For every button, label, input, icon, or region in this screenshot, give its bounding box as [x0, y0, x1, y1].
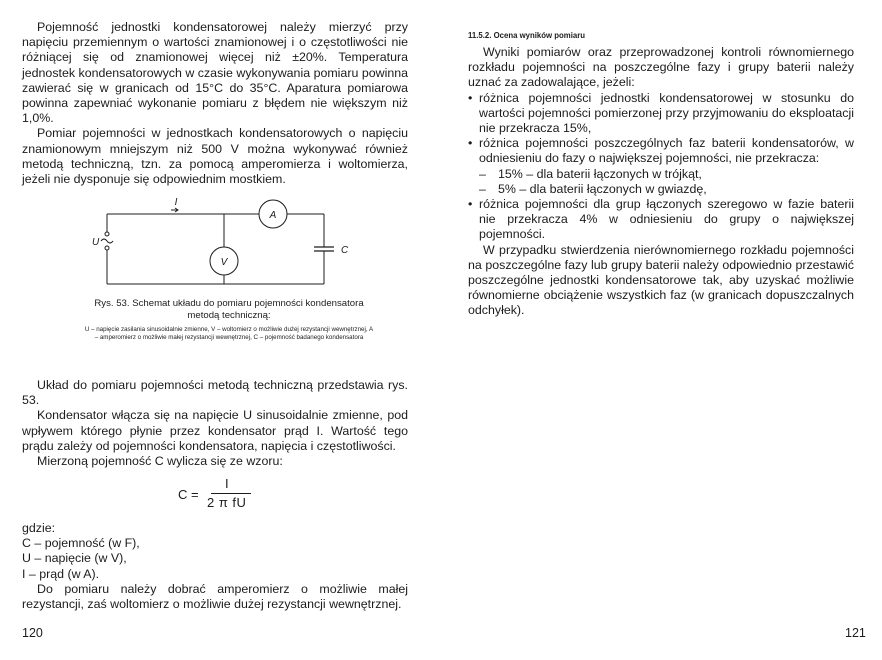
circuit-diagram [84, 194, 374, 294]
formula-denominator: 2 π fU [207, 495, 247, 510]
paragraph: W przypadku stwierdzenia nierównomiernego rozkładu pojemności na poszczególne fazy lub grupy baterii należy odpowiednio przestawić poszczególne jednostki kondensatorowe tak, aby uzyskać możliwie równomierne obciążenie wszystkich faz (w granicach dopuszczalnych odchyłek). [468, 242, 854, 318]
formula-lhs: C = [178, 487, 199, 502]
paragraph: Wyniki pomiarów oraz przeprowadzonej kontroli równomiernego rozkładu pojemności na poszczególne fazy i grupy baterii należy uznać za zadowalające, jeżeli: [468, 45, 854, 90]
list-item-text: różnica pojemności jednostki kondensatorowej w stosunku do wartości pojemności pomierzonej przy przyjmowaniu do eksploatacji nie przekracza 15%, [479, 90, 854, 136]
left-intro-text [22, 20, 408, 187]
dash-marker: – [479, 181, 486, 196]
dash-marker: – [479, 166, 486, 181]
bullet-marker: • [468, 90, 473, 105]
fraction-bar [211, 493, 251, 494]
definition-item: U – napięcie (w V), [22, 551, 127, 566]
paragraph: Pomiar pojemności w jednostkach kondensatorowych o napięciu znamionowym mniejszym niż 500 V można wykonywać również metodą techniczną, tzn. za pomocą amperomierza i woltomierza, jeżeli nie dysponuje się odpowiednim mostkiem. [22, 126, 408, 187]
caption-description: U – napięcie zasilania sinusoidalnie zmienne, V – woltomierz o możliwie dużej rezystancji wewnętrznej, A – amperomierz o możliwie małej rezystancji wewnętrznej, C – pojemność badanego kondensatora [84, 326, 374, 342]
list-item [468, 197, 854, 243]
paragraph: Mierzoną pojemność C wylicza się ze wzoru: [37, 454, 283, 469]
sub-list-item [468, 167, 854, 182]
left-body-text [22, 378, 408, 469]
paragraph: Pojemność jednostki kondensatorowej należy mierzyć przy napięciu przemiennym o wartości znamionowej i o częstotliwości nie różniącej się od znamionowej więcej niż ±20%. Temperatura jednostek kondensatorowych w czasie wykonywania pomiaru powinna zawierać się w granicach od 15°C do 35°C. Aparatura pomiarowa powinna zapewniać wykonanie pomiaru z błędem nie większym niż 1,0%. [22, 20, 408, 126]
voltmeter-label: V [220, 257, 228, 268]
where-label: gdzie: [22, 521, 56, 535]
capacitance-formula [178, 476, 278, 516]
ammeter-label: A [269, 210, 277, 221]
paragraph: Układ do pomiaru pojemności metodą techniczną przedstawia rys. 53. [22, 378, 408, 408]
bullet-marker: • [468, 197, 473, 212]
current-label: I [174, 197, 178, 208]
paragraph: Kondensator włącza się na napięcie U sinusoidalnie zmienne, pod wpływem którego płynie przez kondensator prąd I. Wartość tego prądu zależy od pojemności kondensatora, napięcia i częstotliwości. [22, 408, 408, 453]
sub-list-item-text: 5% – dla baterii łączonych w gwiazdę, [498, 181, 707, 196]
right-page [441, 0, 882, 660]
caption-title: Rys. 53. Schemat układu do pomiaru pojemności kondensatora metodą techniczną: [94, 298, 364, 321]
figure-caption [84, 298, 374, 343]
circuit-schematic [84, 194, 374, 294]
list-item-text: różnica pojemności poszczególnych faz baterii kondensatorów, w odniesieniu do fazy o największej pojemności, nie przekracza: [479, 136, 854, 166]
formula-numerator: I [225, 476, 229, 491]
list-item [468, 91, 854, 137]
sub-list-item-text: 15% – dla baterii łączonych w trójkąt, [498, 166, 702, 181]
list-item [468, 136, 854, 166]
capacitor-label: C [341, 245, 349, 256]
page-number-right: 121 [845, 626, 866, 640]
left-definitions [22, 521, 408, 612]
right-body-text [468, 45, 854, 319]
source-label: U [92, 237, 100, 248]
definition-item: C – pojemność (w F), [22, 536, 140, 551]
sub-list-item [468, 182, 854, 197]
closing-paragraph: Do pomiaru należy dobrać amperomierz o możliwie małej rezystancji, zaś woltomierz o możliwie dużej rezystancji wewnętrznej. [22, 581, 408, 612]
section-title: 11.5.2. Ocena wyników pomiaru [468, 31, 585, 40]
definition-item: I – prąd (w A). [22, 566, 100, 581]
list-item-text: różnica pojemności dla grup łączonych szeregowo w fazie baterii nie przekracza 4% w odniesieniu do grupy o największej pojemności. [479, 197, 854, 242]
bullet-marker: • [468, 136, 473, 151]
page-number-left: 120 [22, 626, 43, 640]
